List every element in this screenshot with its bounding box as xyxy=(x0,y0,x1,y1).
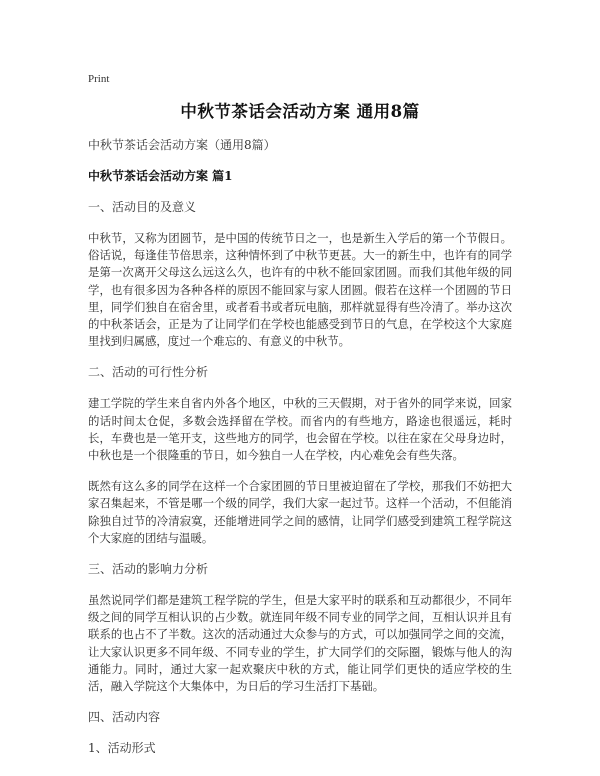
paragraph: 虽然说同学们都是建筑工程学院的学生，但是大家平时的联系和互动都很少，不同年级之间的同学互相认识的占少数。就连同年级不同专业的同学之间，互相认识并且有联系的也占不了半数。这次的活动通过大众参与的方式，可以加强同学之间的交流，让大家认识更多不同年级、不同专业的学生，扩大同学们的交际圈，锻炼与他人的沟通能力。同时，通过大家一起欢聚庆中秋的方式，能让同学们更快的适应学校的生活，融入学院这个大集体中，为日后的学习生活打下基础。 xyxy=(88,593,512,694)
sub-heading: 一、活动目的及意义 xyxy=(88,200,197,214)
sub-heading: 二、活动的可行性分析 xyxy=(88,365,209,380)
document-body xyxy=(88,199,512,757)
document-subtitle: 中秋节茶话会活动方案（通用8篇） xyxy=(88,138,276,152)
print-label[interactable]: Print xyxy=(88,73,110,85)
paragraph: 建工学院的学生来自省内外各个地区，中秋的三天假期，对于省外的同学来说，回家的话时间太仓促，多数会选择留在学校。而省内的有些地方，路途也很遥远，耗时长，车费也是一笔开支，这些地方的同学，也会留在学校。以往在家在父母身边时，中秋也是一个很隆重的节日，如今独自一人在学校，内心难免会有些失落。 xyxy=(88,396,512,463)
paragraph: 既然有这么多的同学在这样一个合家团圆的节日里被迫留在了学校，那我们不妨把大家召集起来，不管是哪一个级的同学，我们大家一起过节。这样一个活动，不但能消除独自过节的冷清寂寞，还能增进同学之间的感情，让同学们感受到建筑工程学院这个大家庭的团结与温暖。 xyxy=(88,479,512,545)
sub-heading: 三、活动的影响力分析 xyxy=(88,562,209,577)
section-heading: 中秋节茶话会活动方案 篇1 xyxy=(88,169,233,183)
paragraph: 中秋节，又称为团圆节，是中国的传统节日之一，也是新生入学后的第一个节假日。俗话说，每逢佳节倍思亲，这种情怀到了中秋节更甚。大一的新生中，也许有的同学是第一次离开父母这么远这么久，也许有的中秋不能回家团圆。而我们其他年级的同学，也有很多因为各种各样的原因不能回家与家人团圆。假若在这样一个团圆的节日里，同学们独自在宿舍里，或者看书或者玩电脑，那样就显得有些冷清了。举办这次的中秋茶话会，正是为了让同学们在学校也能感受到节日的气息，在学校这个大家庭里找到归属感，度过一个难忘的、有意义的中秋节。 xyxy=(88,231,512,349)
sub-heading: 1、活动形式 xyxy=(88,741,156,756)
sub-heading: 四、活动内容 xyxy=(88,710,161,725)
document-title: 中秋节茶话会活动方案 通用8篇 xyxy=(180,102,420,121)
